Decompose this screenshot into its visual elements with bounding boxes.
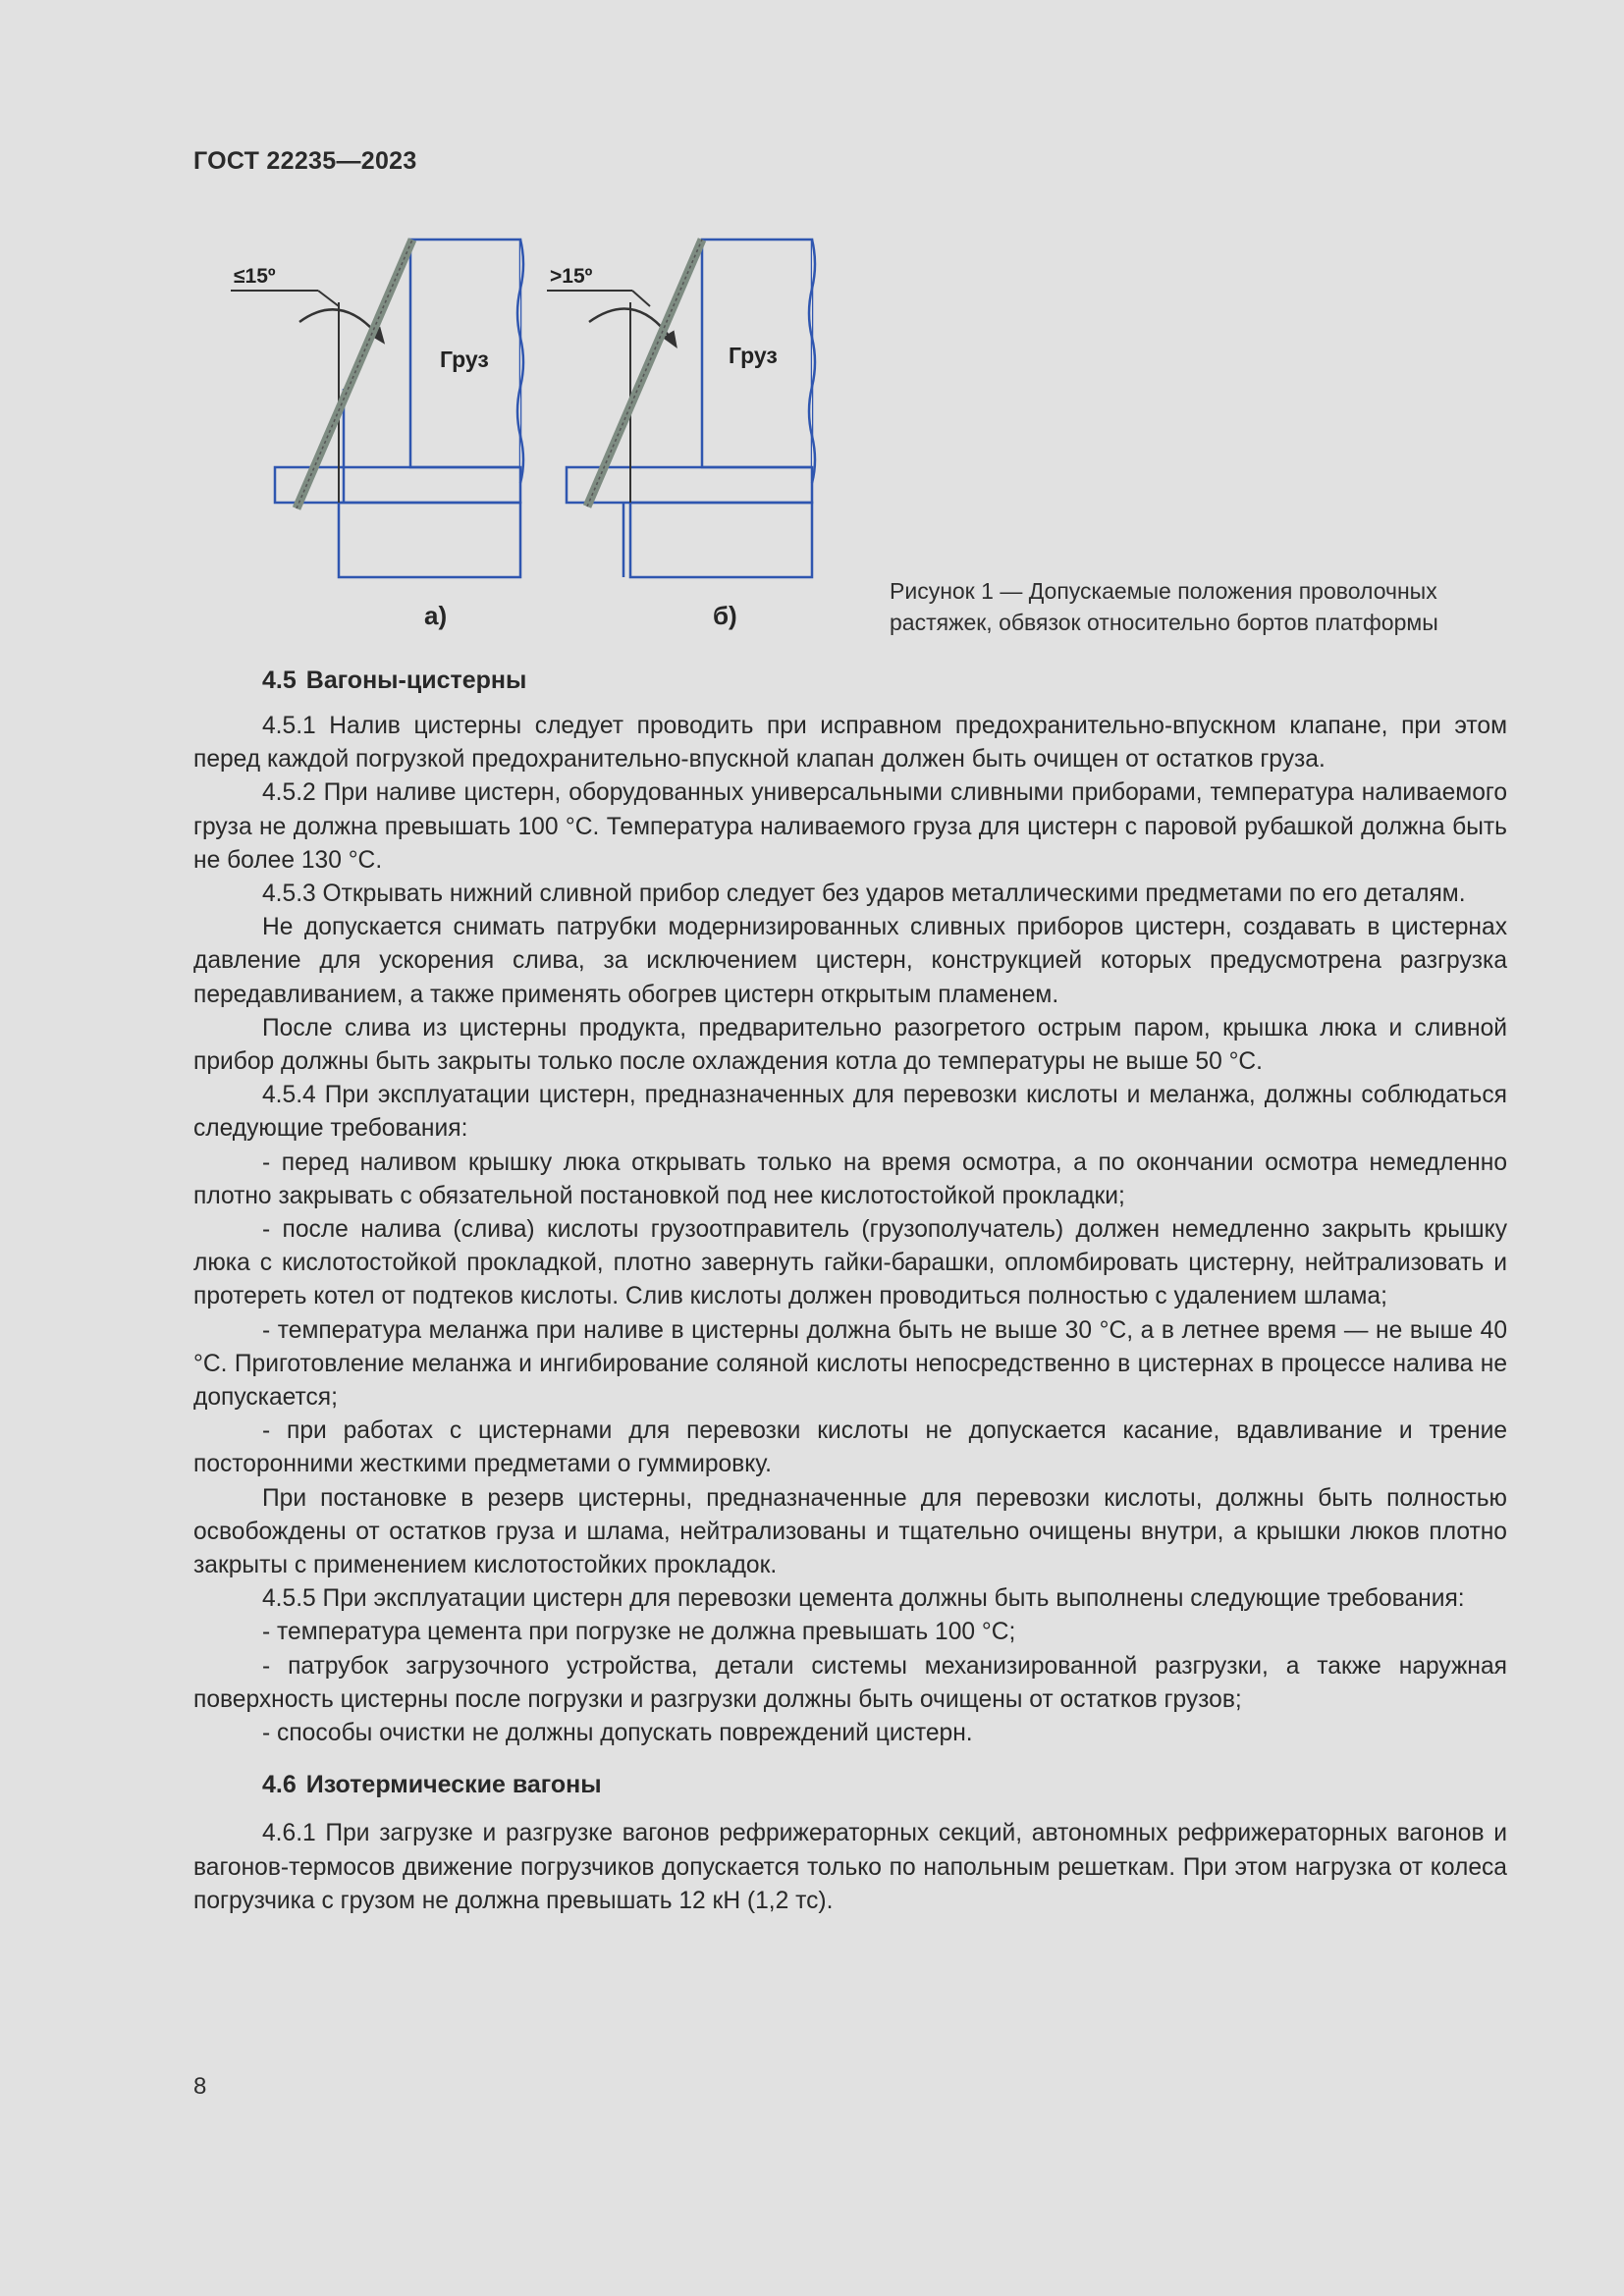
section-title: Вагоны-цистерны [305,667,527,694]
paragraph: 4.6.1 При загрузке и разгрузке вагонов рефрижераторных секций, автономных рефрижераторных вагонов и вагонов-термосов движение погрузчиков допускается только по напольным решеткам. При этом нагрузка от колеса погрузчика с грузом не должна превышать 12 кН (1,2 тс). [193,1820,1507,1914]
cargo-label-a: Груз [440,347,489,372]
angle-label-b: >15º [550,265,593,288]
cargo-wavy-edge-a [517,240,523,483]
page-number: 8 [193,2073,207,2100]
list-item: - температура меланжа при наливе в цистерны должна быть не выше 30 °C, а в летнее время — не выше 40 °C. Приготовление меланжа и ингибирование соляной кислоты непосредственно в цистернах в процессе налива не допускается; [193,1316,1507,1412]
figure-panel-a-caption: а) [424,601,448,630]
cargo-label-b: Груз [729,343,778,368]
cargo-wavy-edge-b [809,240,815,483]
angle-label-a: ≤15º [234,265,276,288]
paragraph: 4.5.2 При наливе цистерн, оборудованных универсальными сливными приборами, температура наливаемого груза не должна превышать 100 °C. Температура наливаемого груза для цистерн с паровой рубашкой должна быть не более 130 °C. [193,779,1507,874]
document-code-header: ГОСТ 22235—2023 [193,147,417,175]
list-item: - перед наливом крышку люка открывать только на время осмотра, а по окончании осмотра немедленно плотно закрывать с обязательной постановкой под нее кислотостойкой прокладки; [193,1148,1507,1209]
list-item: - температура цемента при погрузке не должна превышать 100 °C; [262,1619,1016,1646]
leader-diag-b [632,291,650,306]
list-item: - при работах с цистернами для перевозки кислоты не допускается касание, вдавливание и трение посторонними жесткими предметами о гуммировку. [193,1417,1507,1478]
section-heading-4-6 [193,1768,1507,1801]
list-item: - способы очистки не должны допускать повреждений цистерн. [262,1720,973,1747]
paragraph: При постановке в резерв цистерны, предназначенные для перевозки кислоты, должны быть полностью освобождены от остатков груза и шлама, нейтрализованы и тщательно очищены внутри, а крышки люков плотно закрыты с применением кислотостойких прокладок. [193,1484,1507,1579]
figure-panel-a [231,240,523,577]
section-title: Изотермические вагоны [305,1771,602,1799]
section-number: 4.6 [262,1771,297,1799]
figure-1-diagram [206,226,844,599]
leader-diag-a [318,291,339,306]
paragraph: После слива из цистерны продукта, предварительно разогретого острым паром, крышка люка и сливной прибор должны быть закрыты только после охлаждения котла до температуры не выше 50 °C. [193,1014,1507,1076]
paragraph: 4.5.5 При эксплуатации цистерн для перевозки цемента должны быть выполнены следующие требования: [262,1585,1465,1613]
list-item: - после налива (слива) кислоты грузоотправитель (грузополучатель) должен немедленно закрыть крышку люка с кислотостойкой прокладкой, плотно завернуть гайки-барашки, опломбировать цистерну, нейтрализовать и протереть котел от подтеков кислоты. Слив кислоты должен проводиться полностью с удалением шлама; [193,1216,1507,1310]
paragraph: 4.5.1 Налив цистерны следует проводить при исправном предохранительно-впускном клапане, при этом перед каждой погрузкой предохранительно-впускной клапан должен быть очищен от остатков груза. [193,713,1507,774]
section-heading-4-5 [193,664,1507,697]
section-number: 4.5 [262,667,297,694]
platform-frame-b [630,503,812,577]
paragraph: Не допускается снимать патрубки модернизированных сливных приборов цистерн, создавать в цистернах давление для ускорения слива, за исключением цистерн, конструкцией которых предусмотрена разгрузка передавливанием, а также применять обогрев цистерн открытым пламенем. [193,914,1507,1008]
document-body [193,664,1507,1918]
list-item: - патрубок загрузочного устройства, детали системы механизированной разгрузки, а также наружная поверхность цистерны после погрузки и разгрузки должны быть очищены от остатков грузов; [193,1652,1507,1713]
platform-frame-a [339,503,520,577]
paragraph: 4.5.4 При эксплуатации цистерн, предназначенных для перевозки кислоты и меланжа, должны соблюдаться следующие требования: [193,1082,1507,1143]
figure-caption: Рисунок 1 — Допускаемые положения проволочных растяжек, обвязок относительно бортов платформы [890,578,1438,635]
figure-panel-b [547,240,815,577]
paragraph: 4.5.3 Открывать нижний сливной прибор следует без ударов металлическими предметами по его деталям. [262,881,1466,908]
figure-panel-b-caption: б) [713,601,737,630]
